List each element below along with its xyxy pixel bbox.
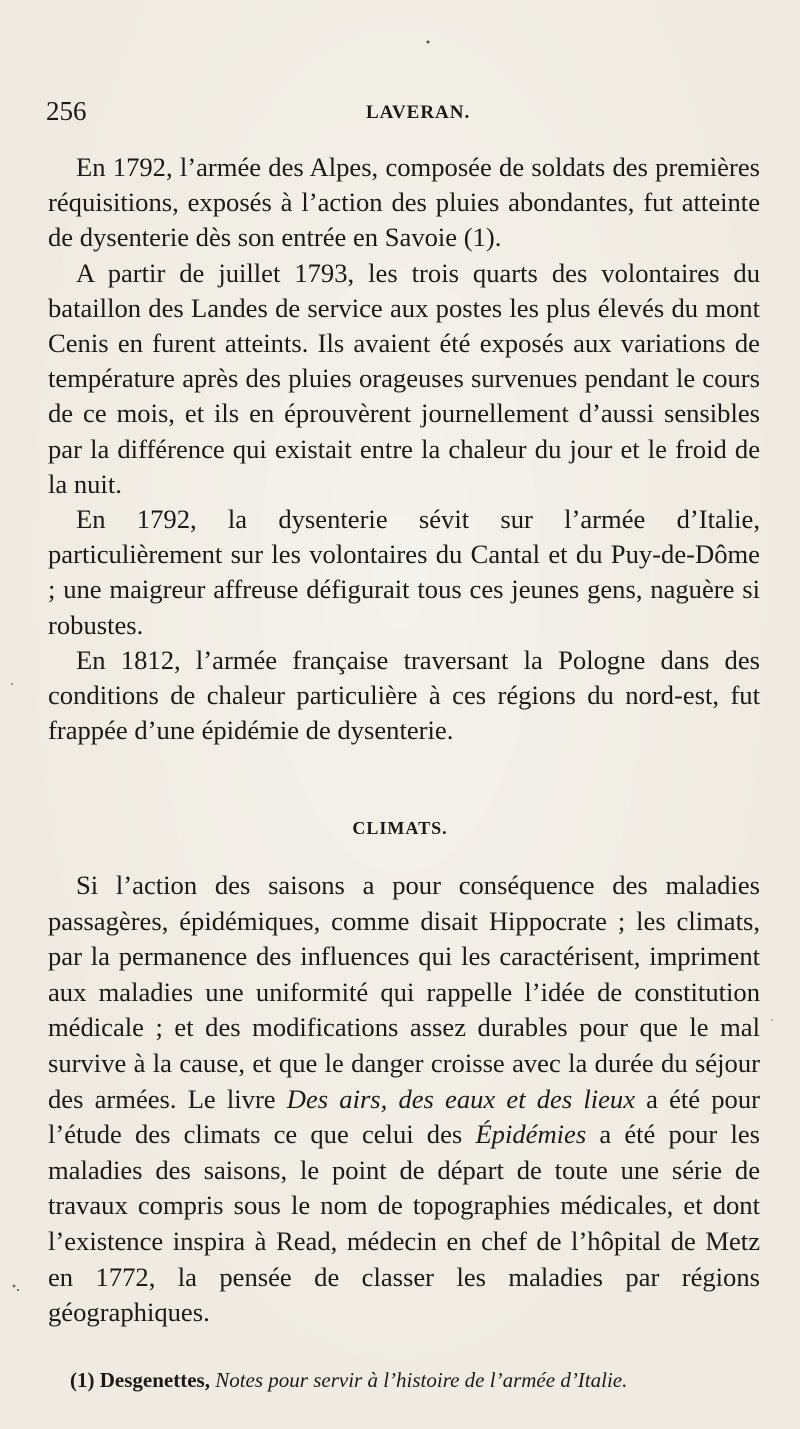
section-heading: CLIMATS. [352, 818, 448, 838]
paragraph: A partir de juillet 1793, les trois quarts des volontaires du bataillon des Landes de service aux postes les plus élevés du mont Cenis en furent atteints. Ils avaient été exposés aux variations de température après des pluies orageuses survenues pendant le cours de ce mois, et ils en éprouvèrent journellement d’aussi sensibles par la différence qui existait entre la chaleur du jour et le froid de la nuit. [48, 257, 760, 499]
footnote-author: Desgenettes, [99, 1368, 210, 1392]
text-run: a été pour l’étude des climats ce que celui des [48, 1083, 760, 1150]
paragraph: En 1812, l’armée française traversant la Pologne dans des conditions de chaleur particulière à ces régions du nord-est, fut frappée d’une épidémie de dysenterie. [48, 644, 760, 746]
page-header [46, 96, 756, 132]
paragraph: En 1792, la dysenterie sévit sur l’armée d’Italie, particulièrement sur les volontaires du Cantal et du Puy-de-Dôme ; une maigreur affreuse défigurait tous ces jeunes gens, naguère si robustes. [48, 504, 760, 640]
footnote-ref: (1) [70, 1368, 95, 1392]
main-text-block [48, 150, 760, 748]
paragraph: En 1792, l’armée des Alpes, composée de soldats des premières réquisitions, exposés à l’action des pluies abondantes, fut atteinte de dysenterie dès son entrée en Savoie (1). [48, 152, 760, 253]
paragraph [48, 868, 760, 1331]
book-title-italic: Épidémies [475, 1119, 587, 1150]
page-number: 256 [46, 96, 87, 126]
footnote [70, 1366, 760, 1394]
text-run: Si l’action des saisons a pour conséquence des maladies passagères, épidémiques, comme disait Hippocrate ; les climats, par la permanence des influences qui les caractérisent, impriment aux maladies une uniformité qui rappelle l’idée de constitution médicale ; et des modifications assez durables pour que le mal survive à la cause, et que le danger croisse avec la durée du séjour des armées. Le livre [48, 870, 760, 1114]
text-run: a été pour les maladies des saisons, le point de départ de toute une série de travaux compris sous le nom de topographies médicales, et dont l’existence inspira à Read, médecin en chef de l’hôpital de Metz en 1772, la pensée de classer les maladies par régions géographiques. [48, 1119, 760, 1328]
running-head: LAVERAN. [366, 102, 471, 123]
footnote-title: Notes pour servir à l’histoire de l’armée d’Italie. [215, 1368, 628, 1392]
climats-text-block [48, 868, 760, 1331]
book-title-italic: Des airs, des eaux et des lieux [286, 1083, 635, 1114]
